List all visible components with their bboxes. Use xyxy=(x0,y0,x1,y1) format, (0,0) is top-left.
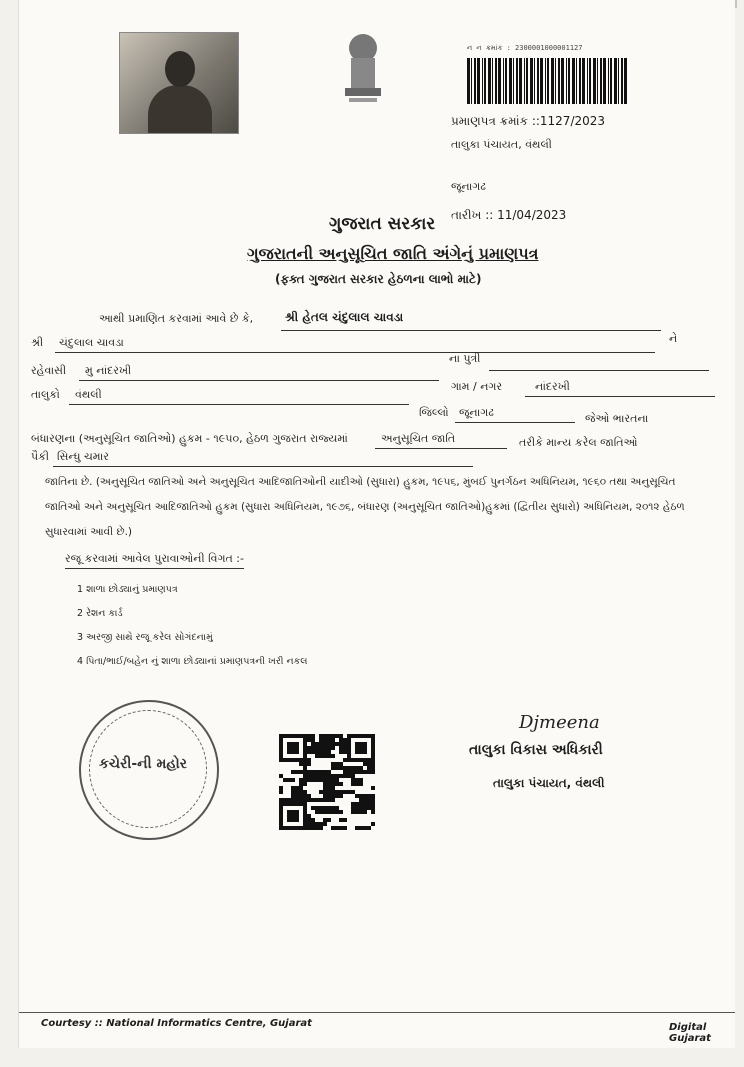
taluka-label: તાલુકો xyxy=(31,388,60,401)
officer-title: તાલુકા વિકાસ અધિકારી xyxy=(469,742,603,758)
holder-photo xyxy=(119,32,239,134)
relation: ના પુત્રી xyxy=(449,352,481,365)
evidence-item-1: 1 શાળા છોડ્યાનું પ્રમાણપત્ર xyxy=(77,584,178,595)
father-name: ચંદુલાલ ચાવડા xyxy=(59,336,124,349)
certificate-subtitle: (ફક્ત ગુજરાત સરકાર હેઠળના લાભો માટે) xyxy=(275,272,482,286)
category-underline xyxy=(375,448,507,449)
district-label: જિલ્લો xyxy=(419,406,449,419)
evidence-item-3: 3 અરજી સાથે રજૂ કરેલ સોગંદનામું xyxy=(77,632,213,643)
resident-label: રહેવાસી xyxy=(31,364,67,377)
village-underline xyxy=(525,396,715,397)
resident-value: મુ નાંદરખી xyxy=(85,364,132,377)
certificate-title: ગુજરાતની અનુસૂચિત જાતિ અંગેનું પ્રમાણપત્ર xyxy=(247,244,539,263)
evidence-heading: રજૂ કરવામાં આવેલ પુરાવાઓની વિગત :- xyxy=(65,552,244,569)
district-heading: જૂનાગઢ xyxy=(451,180,486,193)
holder-name: શ્રી હેતલ ચંદુલાલ ચાવડા xyxy=(285,310,404,324)
office-seal xyxy=(79,700,219,840)
caste-value: સિન્ધુ ચમાર xyxy=(57,450,109,463)
certificate-sheet xyxy=(18,0,735,1048)
village-label: ગામ / નગર xyxy=(451,380,503,393)
father-name-underline xyxy=(55,352,655,353)
footer-rule xyxy=(19,1012,735,1013)
state-tail: જેઓ ભારતના xyxy=(585,412,649,425)
footer-brand: Digital Gujarat xyxy=(669,1022,711,1044)
relation-underline xyxy=(489,370,709,371)
village-value: નાંદરખી xyxy=(535,380,570,393)
evidence-item-2: 2 રેશન કાર્ડ xyxy=(77,608,123,619)
certificate-number: પ્રમાણપત્ર ક્રમાંક ::1127/2023 xyxy=(451,114,606,128)
government-title: ગુજરાત સરકાર xyxy=(329,214,436,234)
barcode-number: ન ન ક્રમાંક : 2300001000001127 xyxy=(467,44,583,52)
issue-date: તારીખ :: 11/04/2023 xyxy=(451,208,567,222)
barcode xyxy=(467,58,627,104)
certify-prefix: આથી પ્રમાણિત કરવામાં આવે છે કે, xyxy=(99,312,254,325)
taluka-value: વંથલી xyxy=(75,388,102,401)
district-underline xyxy=(455,422,575,423)
order-text: બંધારણના (અનુસૂચિત જાતિઓ) હુકમ - ૧૯૫૦, હેઠળ ગુજરાત રાજ્યમાં xyxy=(31,432,348,445)
photo-person-body xyxy=(148,85,212,133)
district-value: જૂનાગઢ xyxy=(459,406,494,419)
photo-person-head xyxy=(165,51,195,87)
officer-office: તાલુકા પંચાયત, વંથલી xyxy=(493,776,605,790)
legal-paragraph: જાતિના છે. (અનુસૂચિત જાતિઓ અને અનુસૂચિત આદિજાતિઓની યાદીઓ (સુધારા) હુકમ, ૧૯૫૬, મુંબઈ પુનર્ગઠન અધિનિયમ, ૧૯૬૦ તથા અનુસૂચિત જાતિઓ અને અનુસૂચિત આદિજાતિઓ હુકમ (સુધારા અધિનિયમ, ૧૯૭૬, બંધારણ (અનુસૂચિત જાતિઓ)હુકમાં (દ્વિતીય સુધારો) અધિનિયમ, ૨૦૧૨ હેઠળ સુધારવામાં આવી છે.) xyxy=(45,476,685,538)
taluka-underline xyxy=(69,404,409,405)
evidence-item-4: 4 પિતા/ભાઈ/બહેન નું શાળા છોડ્યાનાં પ્રમાણપત્રની ખરી નકલ xyxy=(77,656,308,667)
category-value: અનુસૂચિત જાતિ xyxy=(381,432,456,445)
officer-signature: Djmeena xyxy=(519,712,600,733)
qr-code xyxy=(279,732,375,832)
state-emblem-icon xyxy=(337,28,389,112)
resident-underline xyxy=(79,380,439,381)
caste-underline xyxy=(53,466,473,467)
office-seal-text: કચેરી-ની મહોર xyxy=(99,756,188,772)
caste-label: પૈકી xyxy=(31,450,50,463)
office-line: તાલુકા પંચાયત, વંથલી xyxy=(451,138,552,151)
holder-name-underline xyxy=(281,330,661,331)
recognized-text: તરીકે માન્ય કરેલ જાતિઓ xyxy=(519,436,638,449)
suffix-ne: ને xyxy=(669,332,678,345)
footer-courtesy: Courtesy :: National Informatics Centre, Gujarat xyxy=(41,1018,312,1029)
father-prefix: શ્રી xyxy=(31,336,44,349)
